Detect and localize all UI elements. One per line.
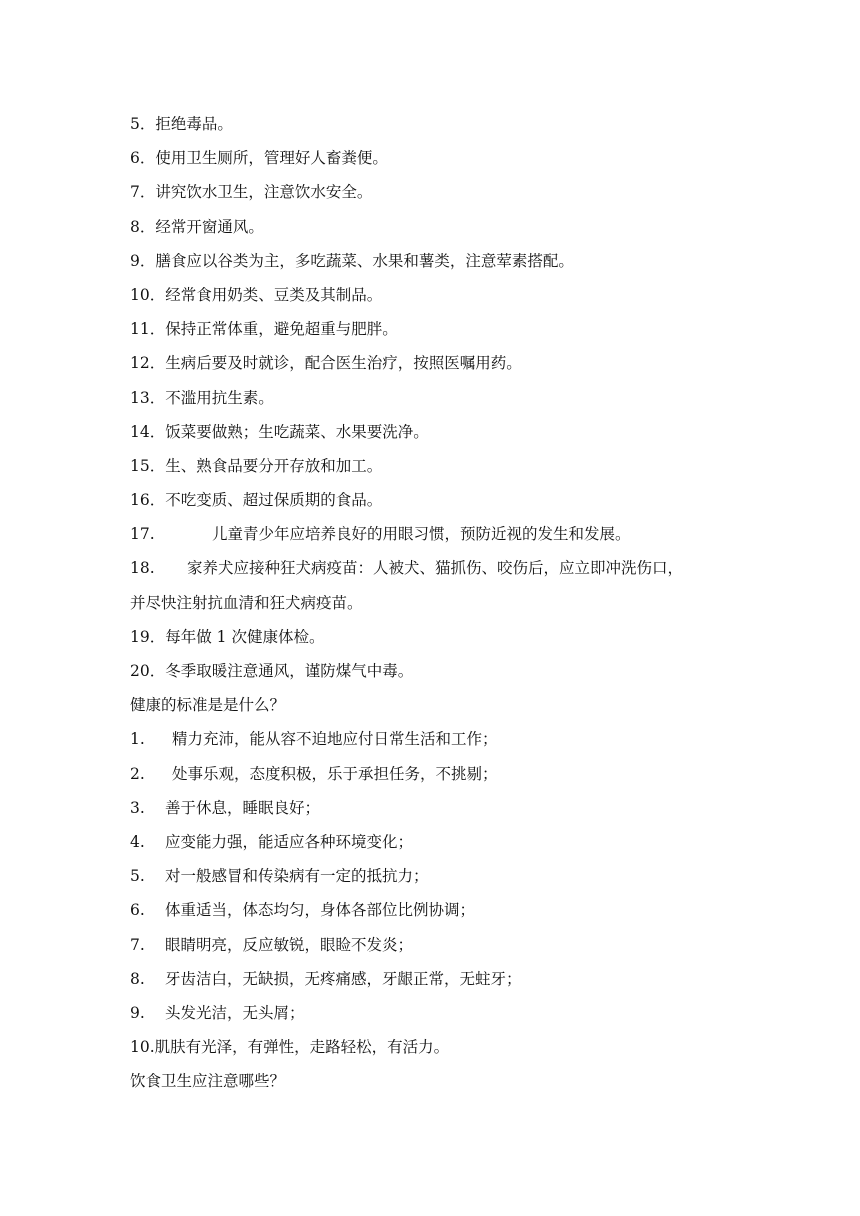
- list-number: 4.: [130, 832, 145, 851]
- list-text: 善于休息，睡眠良好；: [165, 798, 321, 817]
- list-item: 5．拒绝毒品。: [130, 115, 233, 133]
- list-number: 3.: [130, 798, 145, 817]
- list-text: 对一般感冒和传染病有一定的抵抗力；: [165, 867, 429, 886]
- standard-item: 10.肌肤有光泽，有弹性，走路轻松，有活力。: [130, 1038, 450, 1057]
- document-body: [130, 107, 740, 1098]
- list-number: 18.: [130, 559, 155, 578]
- list-number: 1.: [130, 730, 145, 749]
- list-number: 8.: [130, 969, 145, 988]
- list-number: 17.: [130, 525, 155, 544]
- section-heading: 健康的标准是是什么？: [130, 696, 286, 715]
- list-number: 6.: [130, 901, 145, 920]
- list-item-17: [130, 517, 740, 551]
- list-text: 处事乐观，态度积极，乐于承担任务，不挑剔；: [172, 764, 498, 783]
- list-text: 体重适当，体态均匀，身体各部位比例协调；: [165, 901, 476, 920]
- list-text: 头发光洁，无头屑；: [165, 1003, 305, 1022]
- list-text: 家养犬应接种狂犬病疫苗：人被犬、猫抓伤、咬伤后，应立即冲洗伤口，: [187, 559, 684, 578]
- list-item: 10．经常食用奶类、豆类及其制品。: [130, 285, 383, 304]
- list-item: 15．生、熟食品要分开存放和加工。: [130, 456, 383, 475]
- list-number: 5.: [130, 867, 145, 886]
- standard-item: [130, 757, 740, 791]
- standard-item: [130, 928, 740, 962]
- list-item: 19．每年做 1 次健康体检。: [130, 627, 325, 646]
- standard-item: [130, 722, 740, 756]
- list-text: 应变能力强，能适应各种环境变化；: [165, 832, 414, 851]
- list-item-18-continuation: 并尽快注射抗血清和狂犬病疫苗。: [130, 593, 363, 612]
- list-item: 12．生病后要及时就诊，配合医生治疗，按照医嘱用药。: [130, 354, 522, 373]
- list-item: 6．使用卫生厕所，管理好人畜粪便。: [130, 149, 388, 168]
- list-item: 16．不吃变质、超过保质期的食品。: [130, 491, 383, 510]
- list-text: 儿童青少年应培养良好的用眼习惯，预防近视的发生和发展。: [212, 525, 631, 544]
- list-number: 9.: [130, 1003, 145, 1022]
- list-text: 精力充沛，能从容不迫地应付日常生活和工作；: [172, 730, 498, 749]
- list-item: 13．不滥用抗生素。: [130, 388, 274, 407]
- list-item: 14．饭菜要做熟；生吃蔬菜、水果要洗净。: [130, 422, 429, 441]
- standard-item: [130, 962, 740, 996]
- list-item: 11．保持正常体重，避免超重与肥胖。: [130, 320, 398, 339]
- standard-item: [130, 791, 740, 825]
- list-text: 牙齿洁白，无缺损，无疼痛感，牙龈正常，无蛀牙；: [165, 969, 522, 988]
- list-item: 7．讲究饮水卫生，注意饮水安全。: [130, 183, 373, 202]
- list-item: 9．膳食应以谷类为主，多吃蔬菜、水果和薯类，注意荤素搭配。: [130, 251, 574, 270]
- list-number: 7.: [130, 935, 145, 954]
- standard-item: [130, 996, 740, 1030]
- list-item-18: [130, 551, 740, 585]
- list-number: 2.: [130, 764, 145, 783]
- section-heading: 饮食卫生应注意哪些？: [130, 1072, 286, 1091]
- list-item: 20．冬季取暖注意通风，谨防煤气中毒。: [130, 662, 414, 680]
- list-item: 8．经常开窗通风。: [130, 217, 264, 236]
- standard-item: [130, 893, 740, 927]
- standard-item: [130, 859, 740, 893]
- list-text: 眼睛明亮，反应敏锐，眼睑不发炎；: [165, 935, 414, 954]
- standard-item: [130, 825, 740, 859]
